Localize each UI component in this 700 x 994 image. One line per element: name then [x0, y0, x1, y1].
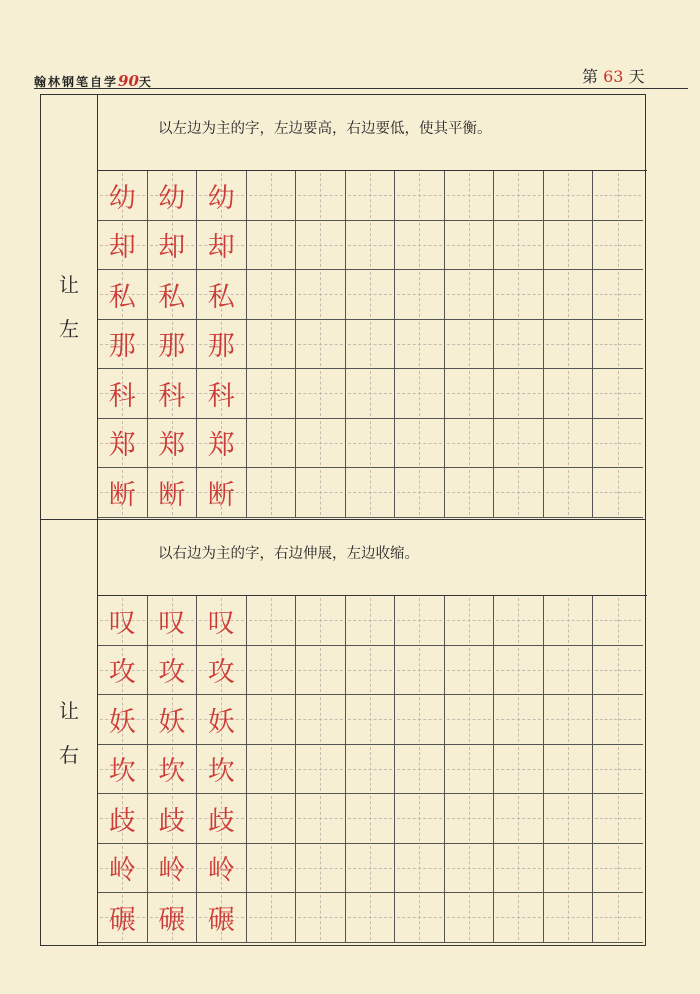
model-character: 那 [108, 331, 136, 363]
section-label-top: 让 [59, 273, 79, 297]
model-character: 私 [108, 281, 136, 313]
empty-practice-cell [544, 221, 594, 271]
practice-grid [98, 171, 643, 518]
empty-practice-cell [445, 171, 495, 221]
empty-practice-cell [593, 270, 643, 320]
model-character-cell [98, 419, 148, 469]
empty-practice-cell [445, 745, 495, 795]
model-character: 幼 [207, 182, 235, 214]
practice-row [98, 270, 643, 320]
empty-practice-cell [395, 794, 445, 844]
empty-practice-cell [346, 419, 396, 469]
empty-practice-cell [346, 893, 396, 943]
instruction-text: 以右边为主的字，右边伸展，左边收缩。 [158, 546, 419, 562]
model-character-cell [98, 320, 148, 370]
empty-practice-cell [494, 596, 544, 646]
model-character-cell [197, 171, 247, 221]
empty-practice-cell [395, 646, 445, 696]
empty-practice-cell [395, 369, 445, 419]
empty-practice-cell [247, 369, 297, 419]
model-character-cell [98, 221, 148, 271]
model-character-cell [148, 468, 198, 518]
empty-practice-cell [445, 468, 495, 518]
empty-practice-cell [494, 893, 544, 943]
model-character: 碾 [207, 904, 235, 936]
practice-row [98, 171, 643, 221]
model-character: 却 [108, 232, 136, 264]
empty-practice-cell [346, 468, 396, 518]
model-character-cell [148, 646, 198, 696]
instruction [98, 95, 647, 171]
empty-practice-cell [593, 320, 643, 370]
model-character-cell [98, 369, 148, 419]
empty-practice-cell [593, 745, 643, 795]
model-character: 郑 [158, 430, 186, 462]
model-character: 坎 [158, 756, 186, 788]
empty-practice-cell [593, 893, 643, 943]
model-character-cell [98, 695, 148, 745]
day-number: 63 [603, 67, 624, 86]
model-character-cell [197, 596, 247, 646]
model-character: 碾 [158, 904, 186, 936]
empty-practice-cell [445, 646, 495, 696]
model-character-cell [98, 596, 148, 646]
empty-practice-cell [296, 171, 346, 221]
empty-practice-cell [445, 419, 495, 469]
model-character-cell [148, 893, 198, 943]
model-character: 却 [207, 232, 235, 264]
empty-practice-cell [445, 844, 495, 894]
empty-practice-cell [494, 419, 544, 469]
model-character: 断 [158, 479, 186, 511]
empty-practice-cell [395, 270, 445, 320]
empty-practice-cell [544, 745, 594, 795]
model-character-cell [148, 794, 198, 844]
empty-practice-cell [247, 419, 297, 469]
empty-practice-cell [247, 893, 297, 943]
section-label [41, 95, 98, 519]
model-character: 那 [158, 331, 186, 363]
model-character: 歧 [158, 805, 186, 837]
model-character-cell [98, 468, 148, 518]
model-character-cell [197, 468, 247, 518]
practice-row [98, 745, 643, 795]
model-character-cell [148, 844, 198, 894]
empty-practice-cell [296, 320, 346, 370]
model-character-cell [98, 844, 148, 894]
model-character-cell [197, 221, 247, 271]
practice-row [98, 221, 643, 271]
empty-practice-cell [445, 270, 495, 320]
model-character: 叹 [158, 607, 186, 639]
empty-practice-cell [544, 695, 594, 745]
empty-practice-cell [494, 794, 544, 844]
empty-practice-cell [247, 794, 297, 844]
model-character: 攻 [158, 657, 186, 689]
empty-practice-cell [346, 221, 396, 271]
model-character: 叹 [108, 607, 136, 639]
empty-practice-cell [296, 695, 346, 745]
empty-practice-cell [544, 596, 594, 646]
model-character-cell [197, 369, 247, 419]
practice-row [98, 320, 643, 370]
model-character: 碾 [108, 904, 136, 936]
model-character: 郑 [207, 430, 235, 462]
book-days: 90 [118, 72, 139, 90]
empty-practice-cell [346, 844, 396, 894]
empty-practice-cell [346, 646, 396, 696]
instruction [98, 520, 647, 596]
empty-practice-cell [593, 171, 643, 221]
empty-practice-cell [395, 171, 445, 221]
model-character-cell [98, 893, 148, 943]
practice-row [98, 893, 643, 943]
empty-practice-cell [395, 320, 445, 370]
model-character-cell [148, 320, 198, 370]
model-character-cell [98, 745, 148, 795]
empty-practice-cell [296, 270, 346, 320]
section-label [41, 520, 98, 945]
empty-practice-cell [445, 794, 495, 844]
model-character-cell [197, 646, 247, 696]
empty-practice-cell [494, 844, 544, 894]
empty-practice-cell [494, 270, 544, 320]
practice-row [98, 695, 643, 745]
empty-practice-cell [445, 596, 495, 646]
model-character-cell [197, 893, 247, 943]
empty-practice-cell [445, 369, 495, 419]
model-character-cell [197, 270, 247, 320]
empty-practice-cell [247, 221, 297, 271]
empty-practice-cell [494, 171, 544, 221]
model-character-cell [148, 221, 198, 271]
empty-practice-cell [395, 468, 445, 518]
empty-practice-cell [494, 745, 544, 795]
practice-row [98, 369, 643, 419]
model-character-cell [148, 596, 198, 646]
empty-practice-cell [296, 419, 346, 469]
empty-practice-cell [296, 844, 346, 894]
empty-practice-cell [247, 320, 297, 370]
practice-row [98, 844, 643, 894]
empty-practice-cell [445, 893, 495, 943]
model-character-cell [148, 270, 198, 320]
practice-row [98, 794, 643, 844]
model-character: 坎 [207, 756, 235, 788]
empty-practice-cell [296, 468, 346, 518]
section-right-dominant [41, 520, 647, 945]
practice-row [98, 646, 643, 696]
empty-practice-cell [296, 646, 346, 696]
empty-practice-cell [346, 794, 396, 844]
empty-practice-cell [494, 320, 544, 370]
empty-practice-cell [296, 794, 346, 844]
empty-practice-cell [395, 893, 445, 943]
empty-practice-cell [296, 369, 346, 419]
empty-practice-cell [247, 646, 297, 696]
empty-practice-cell [494, 695, 544, 745]
model-character-cell [98, 794, 148, 844]
empty-practice-cell [395, 745, 445, 795]
day-prefix: 第 [582, 67, 599, 86]
day-suffix: 天 [628, 67, 645, 86]
model-character-cell [197, 794, 247, 844]
model-character: 那 [207, 331, 235, 363]
model-character: 科 [108, 380, 136, 412]
empty-practice-cell [247, 596, 297, 646]
empty-practice-cell [346, 596, 396, 646]
model-character: 攻 [207, 657, 235, 689]
empty-practice-cell [395, 419, 445, 469]
model-character: 私 [207, 281, 235, 313]
model-character: 妖 [207, 706, 235, 738]
section-label-bottom: 右 [59, 742, 79, 767]
day-indicator [582, 64, 645, 87]
empty-practice-cell [494, 468, 544, 518]
empty-practice-cell [296, 745, 346, 795]
empty-practice-cell [395, 844, 445, 894]
model-character-cell [98, 171, 148, 221]
model-character-cell [148, 369, 198, 419]
practice-grid [98, 596, 643, 943]
empty-practice-cell [247, 468, 297, 518]
book-unit: 天 [138, 75, 153, 89]
empty-practice-cell [445, 320, 495, 370]
empty-practice-cell [247, 270, 297, 320]
empty-practice-cell [544, 646, 594, 696]
model-character: 岭 [108, 855, 136, 887]
empty-practice-cell [346, 369, 396, 419]
empty-practice-cell [296, 221, 346, 271]
model-character-cell [197, 844, 247, 894]
empty-practice-cell [544, 468, 594, 518]
empty-practice-cell [346, 745, 396, 795]
empty-practice-cell [494, 369, 544, 419]
empty-practice-cell [346, 320, 396, 370]
model-character: 断 [207, 479, 235, 511]
empty-practice-cell [593, 794, 643, 844]
model-character: 却 [158, 232, 186, 264]
empty-practice-cell [296, 596, 346, 646]
empty-practice-cell [247, 844, 297, 894]
model-character-cell [197, 745, 247, 795]
model-character-cell [197, 419, 247, 469]
model-character-cell [148, 695, 198, 745]
model-character-cell [98, 270, 148, 320]
section-label-bottom: 左 [59, 317, 79, 341]
empty-practice-cell [593, 646, 643, 696]
empty-practice-cell [346, 695, 396, 745]
empty-practice-cell [494, 221, 544, 271]
model-character: 岭 [158, 855, 186, 887]
model-character: 妖 [108, 706, 136, 738]
model-character-cell [98, 646, 148, 696]
model-character: 科 [207, 380, 235, 412]
empty-practice-cell [395, 221, 445, 271]
empty-practice-cell [544, 844, 594, 894]
empty-practice-cell [445, 695, 495, 745]
model-character: 歧 [207, 805, 235, 837]
empty-practice-cell [593, 844, 643, 894]
section-left-dominant [41, 95, 647, 519]
empty-practice-cell [544, 320, 594, 370]
model-character-cell [148, 171, 198, 221]
practice-row [98, 419, 643, 469]
empty-practice-cell [593, 369, 643, 419]
model-character: 坎 [108, 756, 136, 788]
empty-practice-cell [346, 270, 396, 320]
header-rule [34, 88, 688, 89]
empty-practice-cell [593, 596, 643, 646]
model-character: 岭 [207, 855, 235, 887]
model-character: 歧 [108, 805, 136, 837]
model-character: 妖 [158, 706, 186, 738]
model-character: 叹 [207, 607, 235, 639]
empty-practice-cell [346, 171, 396, 221]
section-label-top: 让 [59, 698, 79, 723]
empty-practice-cell [247, 695, 297, 745]
empty-practice-cell [593, 221, 643, 271]
empty-practice-cell [247, 171, 297, 221]
empty-practice-cell [593, 468, 643, 518]
practice-frame [40, 94, 646, 946]
model-character: 私 [158, 281, 186, 313]
empty-practice-cell [494, 646, 544, 696]
empty-practice-cell [544, 270, 594, 320]
model-character: 科 [158, 380, 186, 412]
empty-practice-cell [445, 221, 495, 271]
model-character-cell [148, 419, 198, 469]
empty-practice-cell [544, 171, 594, 221]
model-character-cell [197, 320, 247, 370]
model-character: 断 [108, 479, 136, 511]
empty-practice-cell [593, 419, 643, 469]
empty-practice-cell [296, 893, 346, 943]
empty-practice-cell [544, 419, 594, 469]
empty-practice-cell [395, 596, 445, 646]
model-character: 幼 [108, 182, 136, 214]
model-character: 幼 [158, 182, 186, 214]
model-character-cell [197, 695, 247, 745]
empty-practice-cell [544, 794, 594, 844]
practice-row [98, 468, 643, 518]
empty-practice-cell [395, 695, 445, 745]
empty-practice-cell [544, 893, 594, 943]
model-character: 攻 [108, 657, 136, 689]
practice-row [98, 596, 643, 646]
empty-practice-cell [247, 745, 297, 795]
book-title-text: 翰林钢笔自学 [34, 75, 119, 89]
instruction-text: 以左边为主的字，左边要高，右边要低，使其平衡。 [158, 121, 492, 137]
empty-practice-cell [593, 695, 643, 745]
model-character-cell [148, 745, 198, 795]
model-character: 郑 [108, 430, 136, 462]
empty-practice-cell [544, 369, 594, 419]
